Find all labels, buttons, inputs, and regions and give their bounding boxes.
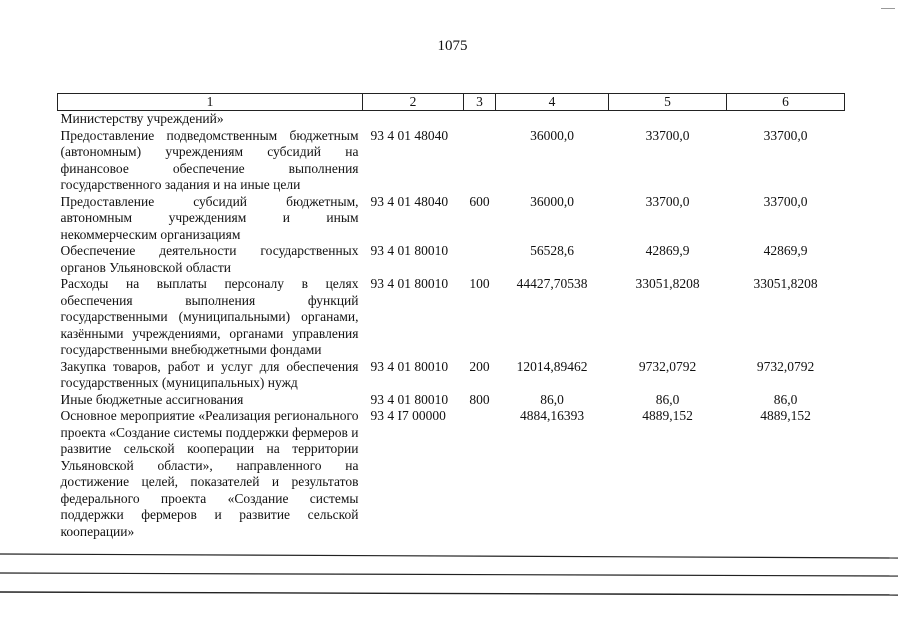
row-value-5: 33051,8208 <box>635 276 700 291</box>
row-name: Основное мероприятие «Реализация регионального проекта «Создание системы поддержки фермеров и развитие сельской кооперации на территории Ульяновской области», направленного на достижение целей, показателей и результатов федерального проекта «Создание системы поддержки фермеров и развитие сельской кооперации» <box>60 408 359 539</box>
row-name: Расходы на выплаты персоналу в целях обеспечения выполнения функций государственными (муниципальными) органами, казёнными учреждениями, органами управления государственными внебюджетными фондами <box>60 276 359 357</box>
row-value-6: 9732,0792 <box>756 358 815 374</box>
row-value-5: 33700,0 <box>645 127 690 143</box>
row-value-4: 12014,89462 <box>516 358 588 374</box>
row-value-5: 4889,152 <box>642 408 693 423</box>
row-value-6: 33051,8208 <box>753 276 818 291</box>
row-code <box>363 111 464 128</box>
row-value-6: 33700,0 <box>763 127 808 143</box>
row-value-4: 86,0 <box>540 391 564 407</box>
row-value-6: 33700,0 <box>763 193 808 209</box>
header-col-5: 5 <box>609 94 727 111</box>
row-code: 93 4 01 80010 <box>370 243 449 258</box>
row-value-4: 56528,6 <box>530 243 574 258</box>
row-vr <box>464 243 496 276</box>
row-vr: 800 <box>469 391 490 407</box>
page-number: 1075 <box>437 38 468 54</box>
row-code: 93 4 01 48040 <box>370 127 449 143</box>
budget-table <box>57 93 845 540</box>
header-col-6: 6 <box>727 94 845 111</box>
row-value-4: 36000,0 <box>530 127 574 143</box>
row-code: 93 4 01 80010 <box>370 358 449 374</box>
row-value-4 <box>496 111 609 128</box>
table-row <box>58 276 845 359</box>
table-row <box>58 111 845 128</box>
table-row <box>58 243 845 276</box>
row-name: Обеспечение деятельности государственных органов Ульяновской области <box>60 243 359 275</box>
row-name: Иные бюджетные ассигнования <box>60 391 244 407</box>
table-row <box>58 194 845 244</box>
table-row <box>58 408 845 540</box>
row-name: Закупка товаров, работ и услуг для обеспечения государственных (муниципальных) нужд <box>60 358 359 390</box>
header-col-3: 3 <box>464 94 496 111</box>
row-code: 93 4 01 48040 <box>370 193 449 209</box>
row-vr <box>464 128 496 194</box>
row-vr <box>464 408 496 540</box>
row-value-6: 4889,152 <box>760 408 811 423</box>
table-row <box>58 128 845 194</box>
header-col-4: 4 <box>496 94 609 111</box>
row-value-5: 42869,9 <box>645 243 690 258</box>
row-vr: 100 <box>469 276 490 291</box>
row-value-6: 86,0 <box>773 391 798 407</box>
row-value-5 <box>609 111 727 128</box>
corner-mark <box>881 8 895 15</box>
row-value-6 <box>727 111 845 128</box>
row-name: Министерству учреждений» <box>60 111 224 126</box>
header-row <box>58 94 845 111</box>
row-value-5: 33700,0 <box>645 193 690 209</box>
cut-line <box>0 554 898 558</box>
row-vr: 600 <box>469 193 490 209</box>
table-row <box>58 359 845 392</box>
row-vr <box>464 111 496 128</box>
row-value-4: 36000,0 <box>530 193 574 209</box>
row-code: 93 4 I7 00000 <box>370 408 446 423</box>
row-value-6: 42869,9 <box>763 243 808 258</box>
row-code: 93 4 01 80010 <box>370 276 449 291</box>
row-name: Предоставление подведомственным бюджетным (автономным) учреждениям субсидий на финансовое обеспечение выполнения государственного задания и на иные цели <box>60 127 359 192</box>
row-value-5: 9732,0792 <box>638 358 697 374</box>
row-vr: 200 <box>469 358 490 374</box>
row-name: Предоставление субсидий бюджетным, автономным учреждениям и иным некоммерческим организациям <box>60 193 359 242</box>
header-col-2: 2 <box>363 94 464 111</box>
row-value-4: 4884,16393 <box>519 408 585 423</box>
row-value-4: 44427,70538 <box>516 276 588 291</box>
cut-line <box>0 573 898 576</box>
cut-line <box>0 592 898 595</box>
row-code: 93 4 01 80010 <box>370 391 449 407</box>
row-value-5: 86,0 <box>655 391 680 407</box>
header-col-1: 1 <box>58 94 363 111</box>
table-row <box>58 392 845 409</box>
